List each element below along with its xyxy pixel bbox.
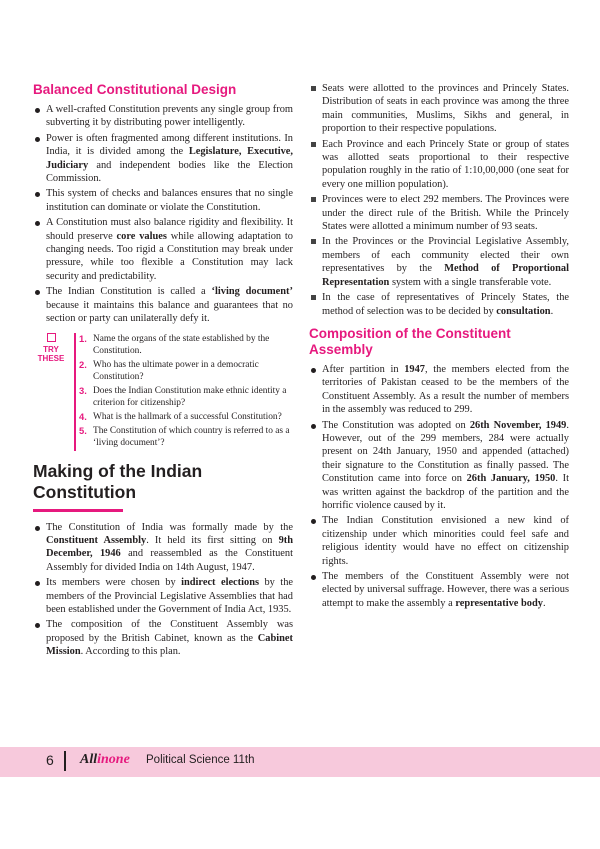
brand-part-2: inone xyxy=(97,752,130,767)
question-item xyxy=(79,425,293,449)
list-item xyxy=(33,521,293,575)
list-item-text: The Indian Constitution envisioned a new kind of citizenship under which minorities could feel safe and religious identity would have no effect on citizenship rights. xyxy=(322,515,569,567)
list-item-text: The members of the Constituent Assembly were not elected by universal suffrage. However, there was a serious attempt to make the assembly a representative body. xyxy=(322,571,569,609)
question-number: 3. xyxy=(79,384,87,396)
list-item xyxy=(33,216,293,283)
list-item-text: A Constitution must also balance rigidity and flexibility. It should preserve core values while allowing adaptation to changing needs. Too rigid a Constitution may break under pressure, while too flexible a Constitution may lack security and predictability. xyxy=(46,217,293,282)
list-item-text: Its members were chosen by indirect elections by the members of the Provincial Legislative Assemblies that had been established under the Government of India Act, 1935. xyxy=(46,577,293,615)
list-item xyxy=(33,103,293,130)
question-item xyxy=(79,385,293,409)
list-item xyxy=(309,419,569,513)
try-these-badge xyxy=(33,333,69,363)
list-item xyxy=(33,285,293,325)
question-text: What is the hallmark of a successful Constitution? xyxy=(93,411,282,422)
question-number: 2. xyxy=(79,358,87,370)
making-constitution-heading: Making of the Indian Constitution xyxy=(33,460,203,502)
list-item xyxy=(309,138,569,192)
list-item-text: The Constitution of India was formally made by the Constituent Assembly. It held its first sitting on 9th December, 1946 and reassembled as the Constituent Assembly for divided India on 14th August, 1947. xyxy=(46,521,294,573)
bullet-icon xyxy=(35,581,40,586)
list-item-text: Seats were allotted to the provinces and Princely States. Distribution of seats in each province was among the three main communities, Muslims, Sikhs and general, in proportion to their respective populations. xyxy=(322,83,569,135)
question-text: Who has the ultimate power in a democratic Constitution? xyxy=(93,359,259,382)
list-item-text: The Indian Constitution is called a ‘living document’ because it maintains this balance and guarantees that no section or party can unilaterally defy it. xyxy=(46,286,293,325)
bullet-icon xyxy=(35,192,40,197)
list-item xyxy=(33,132,293,186)
list-item xyxy=(309,514,569,568)
heading-underline xyxy=(33,509,123,512)
list-item-text: A well-crafted Constitution prevents any single group from subverting it by distributing power intelligently. xyxy=(46,104,293,129)
bullet-icon xyxy=(35,137,40,142)
list-item xyxy=(33,618,293,658)
try-these-divider xyxy=(74,333,76,451)
bullet-icon xyxy=(311,519,316,524)
footer-divider xyxy=(64,751,66,771)
bullet-icon xyxy=(311,86,316,91)
list-item xyxy=(309,291,569,318)
list-item-text: The Constitution was adopted on 26th November, 1949. However, out of the 299 members, 284 were actually present on 24th January, 1950 and appended (attached) their signature to the Constitution as finally passed. The Constitution came into force on 26th January, 1950. It was written against the backdrop of the partition and the horrific violence caused by it. xyxy=(322,419,569,511)
bullet-icon xyxy=(311,239,316,244)
composition-heading: Composition of the Constituent Assembly xyxy=(309,325,511,357)
page-number: 6 xyxy=(46,752,54,768)
question-number: 1. xyxy=(79,332,87,344)
bullet-icon xyxy=(311,142,316,147)
bullet-icon xyxy=(35,623,40,628)
bullet-icon xyxy=(35,108,40,113)
book-subject: Political Science 11th xyxy=(146,754,255,766)
question-number: 5. xyxy=(79,424,87,436)
list-item-text: Power is often fragmented among different institutions. In India, it is divided among the Legislature, Executive, Judiciary and independent bodies like the Election Commission. xyxy=(46,132,293,185)
question-number: 4. xyxy=(79,410,87,422)
question-text: Does the Indian Constitution make ethnic identity a criterion for citizenship? xyxy=(93,385,287,408)
list-item-text: In the Provinces or the Provincial Legislative Assembly, members of each community elected their own representatives by the Method of Proportional Representation system with a single transferable vote. xyxy=(322,236,569,288)
question-text: The Constitution of which country is referred to as a ‘living document’? xyxy=(93,425,290,448)
list-item-text: After partition in 1947, the members elected from the territories of Pakistan ceased to be the members of the Constituent Assembly. As a result the number of members in the assembly was reduced to 299. xyxy=(322,363,569,416)
list-item xyxy=(309,570,569,610)
list-item-text: This system of checks and balances ensures that no single institution can dominate or violate the Constitution. xyxy=(46,188,293,213)
balanced-design-list xyxy=(33,103,293,326)
brand-logo xyxy=(80,752,130,768)
cabinet-plan-list xyxy=(309,82,569,318)
bullet-icon xyxy=(35,526,40,531)
try-these-questions xyxy=(79,333,293,449)
making-constitution-list xyxy=(33,521,293,659)
left-column xyxy=(33,82,293,661)
brand-part-1: All xyxy=(80,752,98,767)
list-item xyxy=(33,187,293,214)
list-item xyxy=(309,82,569,136)
question-item xyxy=(79,333,293,357)
balanced-design-heading: Balanced Constitutional Design xyxy=(33,82,237,97)
composition-list xyxy=(309,363,569,610)
list-item-text: Each Province and each Princely State or group of states was allotted seats proportional to their respective population roughly in the ratio of 1:10,00,000 (one seat for every one million population). xyxy=(322,138,569,190)
bullet-icon xyxy=(311,424,316,429)
bullet-icon xyxy=(35,221,40,226)
these-label: THESE xyxy=(37,353,65,363)
list-item xyxy=(309,363,569,417)
try-these-box xyxy=(33,333,293,449)
list-item-text: Provinces were to elect 292 members. The Provinces were under the direct rule of the British. While the Princely States were allotted a minimum number of 93 seats. xyxy=(322,194,569,233)
bullet-icon xyxy=(311,295,316,300)
question-item xyxy=(79,359,293,383)
right-column xyxy=(309,82,569,612)
bullet-icon xyxy=(311,575,316,580)
list-item xyxy=(309,235,569,289)
list-item-text: The composition of the Constituent Assembly was proposed by the British Cabinet, known as the Cabinet Mission. According to this plan. xyxy=(46,619,293,658)
list-item-text: In the case of representatives of Princely States, the method of selection was to be decided by consultation. xyxy=(322,292,569,317)
question-item xyxy=(79,411,293,423)
bullet-icon xyxy=(311,368,316,373)
bullet-icon xyxy=(35,290,40,295)
list-item xyxy=(33,576,293,616)
list-item xyxy=(309,193,569,233)
checkbox-icon xyxy=(47,333,56,342)
try-label: TRY xyxy=(43,344,59,354)
bullet-icon xyxy=(311,197,316,202)
question-text: Name the organs of the state established by the Constitution. xyxy=(93,333,270,356)
